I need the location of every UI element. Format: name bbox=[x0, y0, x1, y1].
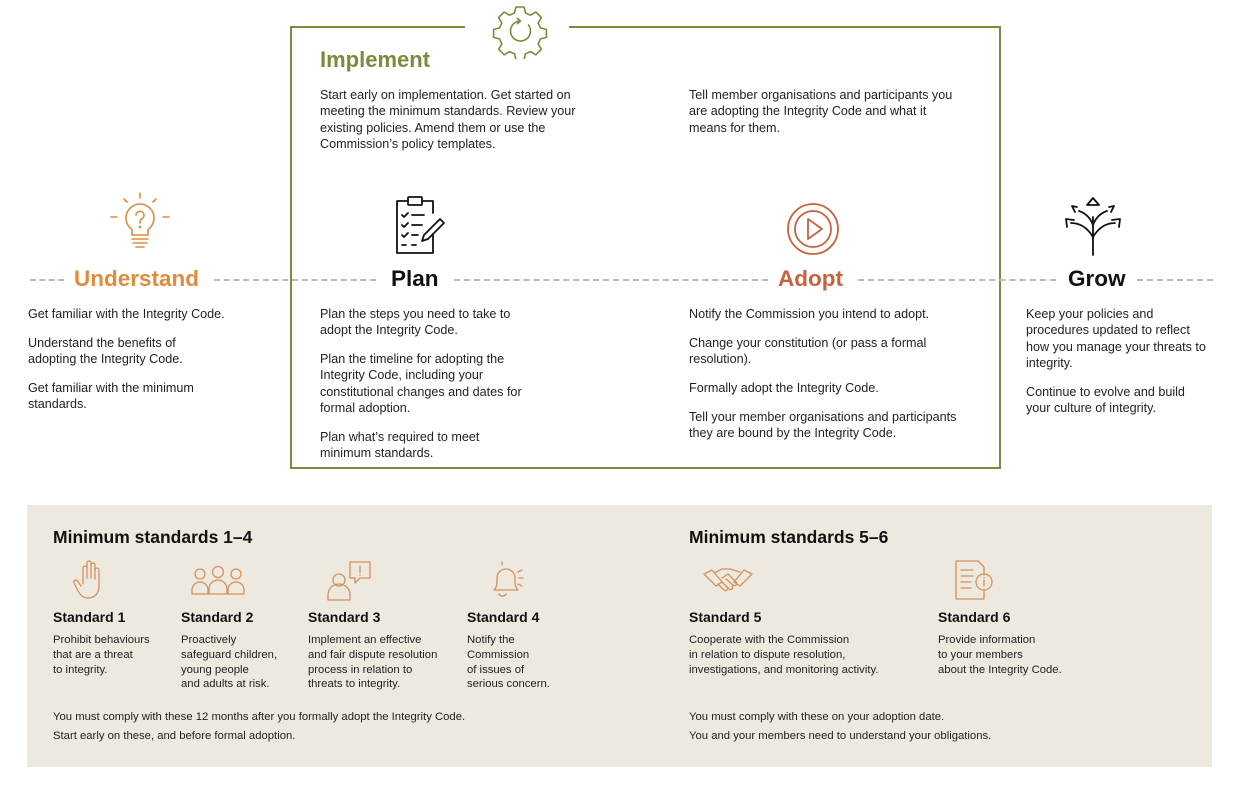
branching-arrows-icon bbox=[1063, 195, 1123, 257]
implement-paragraph: Start early on implementation. Get started on meeting the minimum standards. Review your existing policies. Amend them or use the Commission’s policy templates. bbox=[320, 88, 576, 151]
timeline-dash bbox=[858, 279, 1056, 281]
grow-title: Grow bbox=[1068, 266, 1126, 291]
desc-line: Prohibit behaviours bbox=[53, 634, 150, 646]
lightbulb-question-icon bbox=[108, 190, 172, 254]
standard-4-desc bbox=[467, 633, 550, 692]
implement-text-left bbox=[320, 87, 590, 152]
min-standards-1-4-footer bbox=[53, 708, 465, 746]
standard-5-name: Standard 5 bbox=[689, 609, 762, 625]
desc-line: and adults at risk. bbox=[181, 678, 270, 691]
min-standards-1-4-title: Minimum standards 1–4 bbox=[53, 527, 253, 547]
standard-6-desc bbox=[938, 633, 1062, 677]
desc-line: young people bbox=[181, 663, 249, 676]
understand-list bbox=[28, 306, 243, 425]
desc-line: process in relation to bbox=[308, 663, 413, 676]
timeline-dash bbox=[214, 279, 376, 281]
list-item: Formally adopt the Integrity Code. bbox=[689, 380, 879, 395]
list-item: Tell your member organisations and participants they are bound by the Integrity Code. bbox=[689, 409, 957, 440]
desc-line: Provide information bbox=[938, 634, 1036, 646]
understand-title: Understand bbox=[74, 266, 200, 291]
standard-2-name: Standard 2 bbox=[181, 609, 254, 625]
adopt-title: Adopt bbox=[778, 266, 843, 291]
list-item: Plan what’s required to meet minimum standards. bbox=[320, 429, 480, 461]
standard-1-name: Standard 1 bbox=[53, 609, 126, 625]
implement-title: Implement bbox=[320, 47, 431, 72]
adopt-list bbox=[689, 306, 969, 454]
standard-4-name: Standard 4 bbox=[467, 609, 540, 625]
list-item: Understand the benefits of adopting the Integrity Code. bbox=[28, 335, 183, 367]
cycle-gear-icon bbox=[492, 3, 548, 59]
implement-text-right bbox=[689, 87, 959, 136]
desc-line: and fair dispute resolution bbox=[308, 648, 438, 661]
desc-line: of issues of bbox=[467, 663, 525, 676]
standard-3-name: Standard 3 bbox=[308, 609, 381, 625]
desc-line: safeguard children, bbox=[181, 648, 278, 661]
desc-line: about the Integrity Code. bbox=[938, 663, 1062, 676]
desc-line: Proactively bbox=[181, 634, 237, 646]
implement-paragraph: Tell member organisations and participants you are adopting the Integrity Code and what it means for them. bbox=[689, 88, 953, 135]
list-item: Plan the timeline for adopting the Integrity Code, including your constitutional changes and dates for formal adoption. bbox=[320, 352, 522, 415]
plan-list bbox=[320, 306, 545, 474]
timeline-dash bbox=[454, 279, 768, 281]
min-standards-5-6-title: Minimum standards 5–6 bbox=[689, 527, 889, 547]
standard-6-name: Standard 6 bbox=[938, 609, 1011, 625]
group-people-icon bbox=[190, 558, 246, 602]
desc-line: Commission bbox=[467, 648, 530, 661]
desc-line: investigations, and monitoring activity. bbox=[689, 663, 879, 676]
desc-line: Implement an effective bbox=[308, 634, 422, 646]
raised-hand-icon bbox=[68, 558, 112, 602]
list-item: Get familiar with the Integrity Code. bbox=[28, 307, 225, 321]
desc-line: to your members bbox=[938, 648, 1023, 661]
document-info-icon bbox=[952, 558, 996, 602]
footer-line: Start early on these, and before formal adoption. bbox=[53, 730, 296, 742]
list-item: Continue to evolve and build your culture of integrity. bbox=[1026, 384, 1185, 415]
person-speech-alert-icon bbox=[324, 558, 374, 602]
grow-list bbox=[1026, 306, 1206, 429]
handshake-icon bbox=[702, 558, 754, 602]
clipboard-checklist-icon bbox=[390, 193, 450, 257]
desc-line: to integrity. bbox=[53, 663, 108, 676]
standard-1-desc bbox=[53, 633, 150, 677]
play-circle-icon bbox=[784, 200, 842, 258]
desc-line: Notify the bbox=[467, 634, 515, 646]
list-item: Notify the Commission you intend to adopt. bbox=[689, 307, 930, 321]
footer-line: You and your members need to understand your obligations. bbox=[689, 730, 992, 742]
standard-2-desc bbox=[181, 633, 277, 692]
plan-title: Plan bbox=[391, 266, 439, 291]
list-item: Keep your policies and procedures updated to reflect how you manage your threats to integrity. bbox=[1026, 307, 1206, 370]
desc-line: serious concern. bbox=[467, 678, 550, 691]
timeline-dash bbox=[1137, 279, 1213, 281]
footer-line: You must comply with these on your adoption date. bbox=[689, 711, 945, 723]
list-item: Change your constitution (or pass a formal resolution). bbox=[689, 335, 927, 367]
min-standards-5-6-footer bbox=[689, 708, 991, 746]
standard-3-desc bbox=[308, 633, 437, 692]
list-item: Get familiar with the minimum standards. bbox=[28, 380, 194, 412]
list-item: Plan the steps you need to take to adopt the Integrity Code. bbox=[320, 307, 511, 338]
standard-5-desc bbox=[689, 633, 878, 677]
desc-line: in relation to dispute resolution, bbox=[689, 648, 846, 661]
footer-line: You must comply with these 12 months after you formally adopt the Integrity Code. bbox=[53, 711, 466, 723]
desc-line: threats to integrity. bbox=[308, 678, 401, 691]
timeline-dash bbox=[30, 279, 64, 281]
bell-alert-icon bbox=[484, 558, 528, 602]
desc-line: Cooperate with the Commission bbox=[689, 634, 850, 646]
desc-line: that are a threat bbox=[53, 648, 133, 661]
